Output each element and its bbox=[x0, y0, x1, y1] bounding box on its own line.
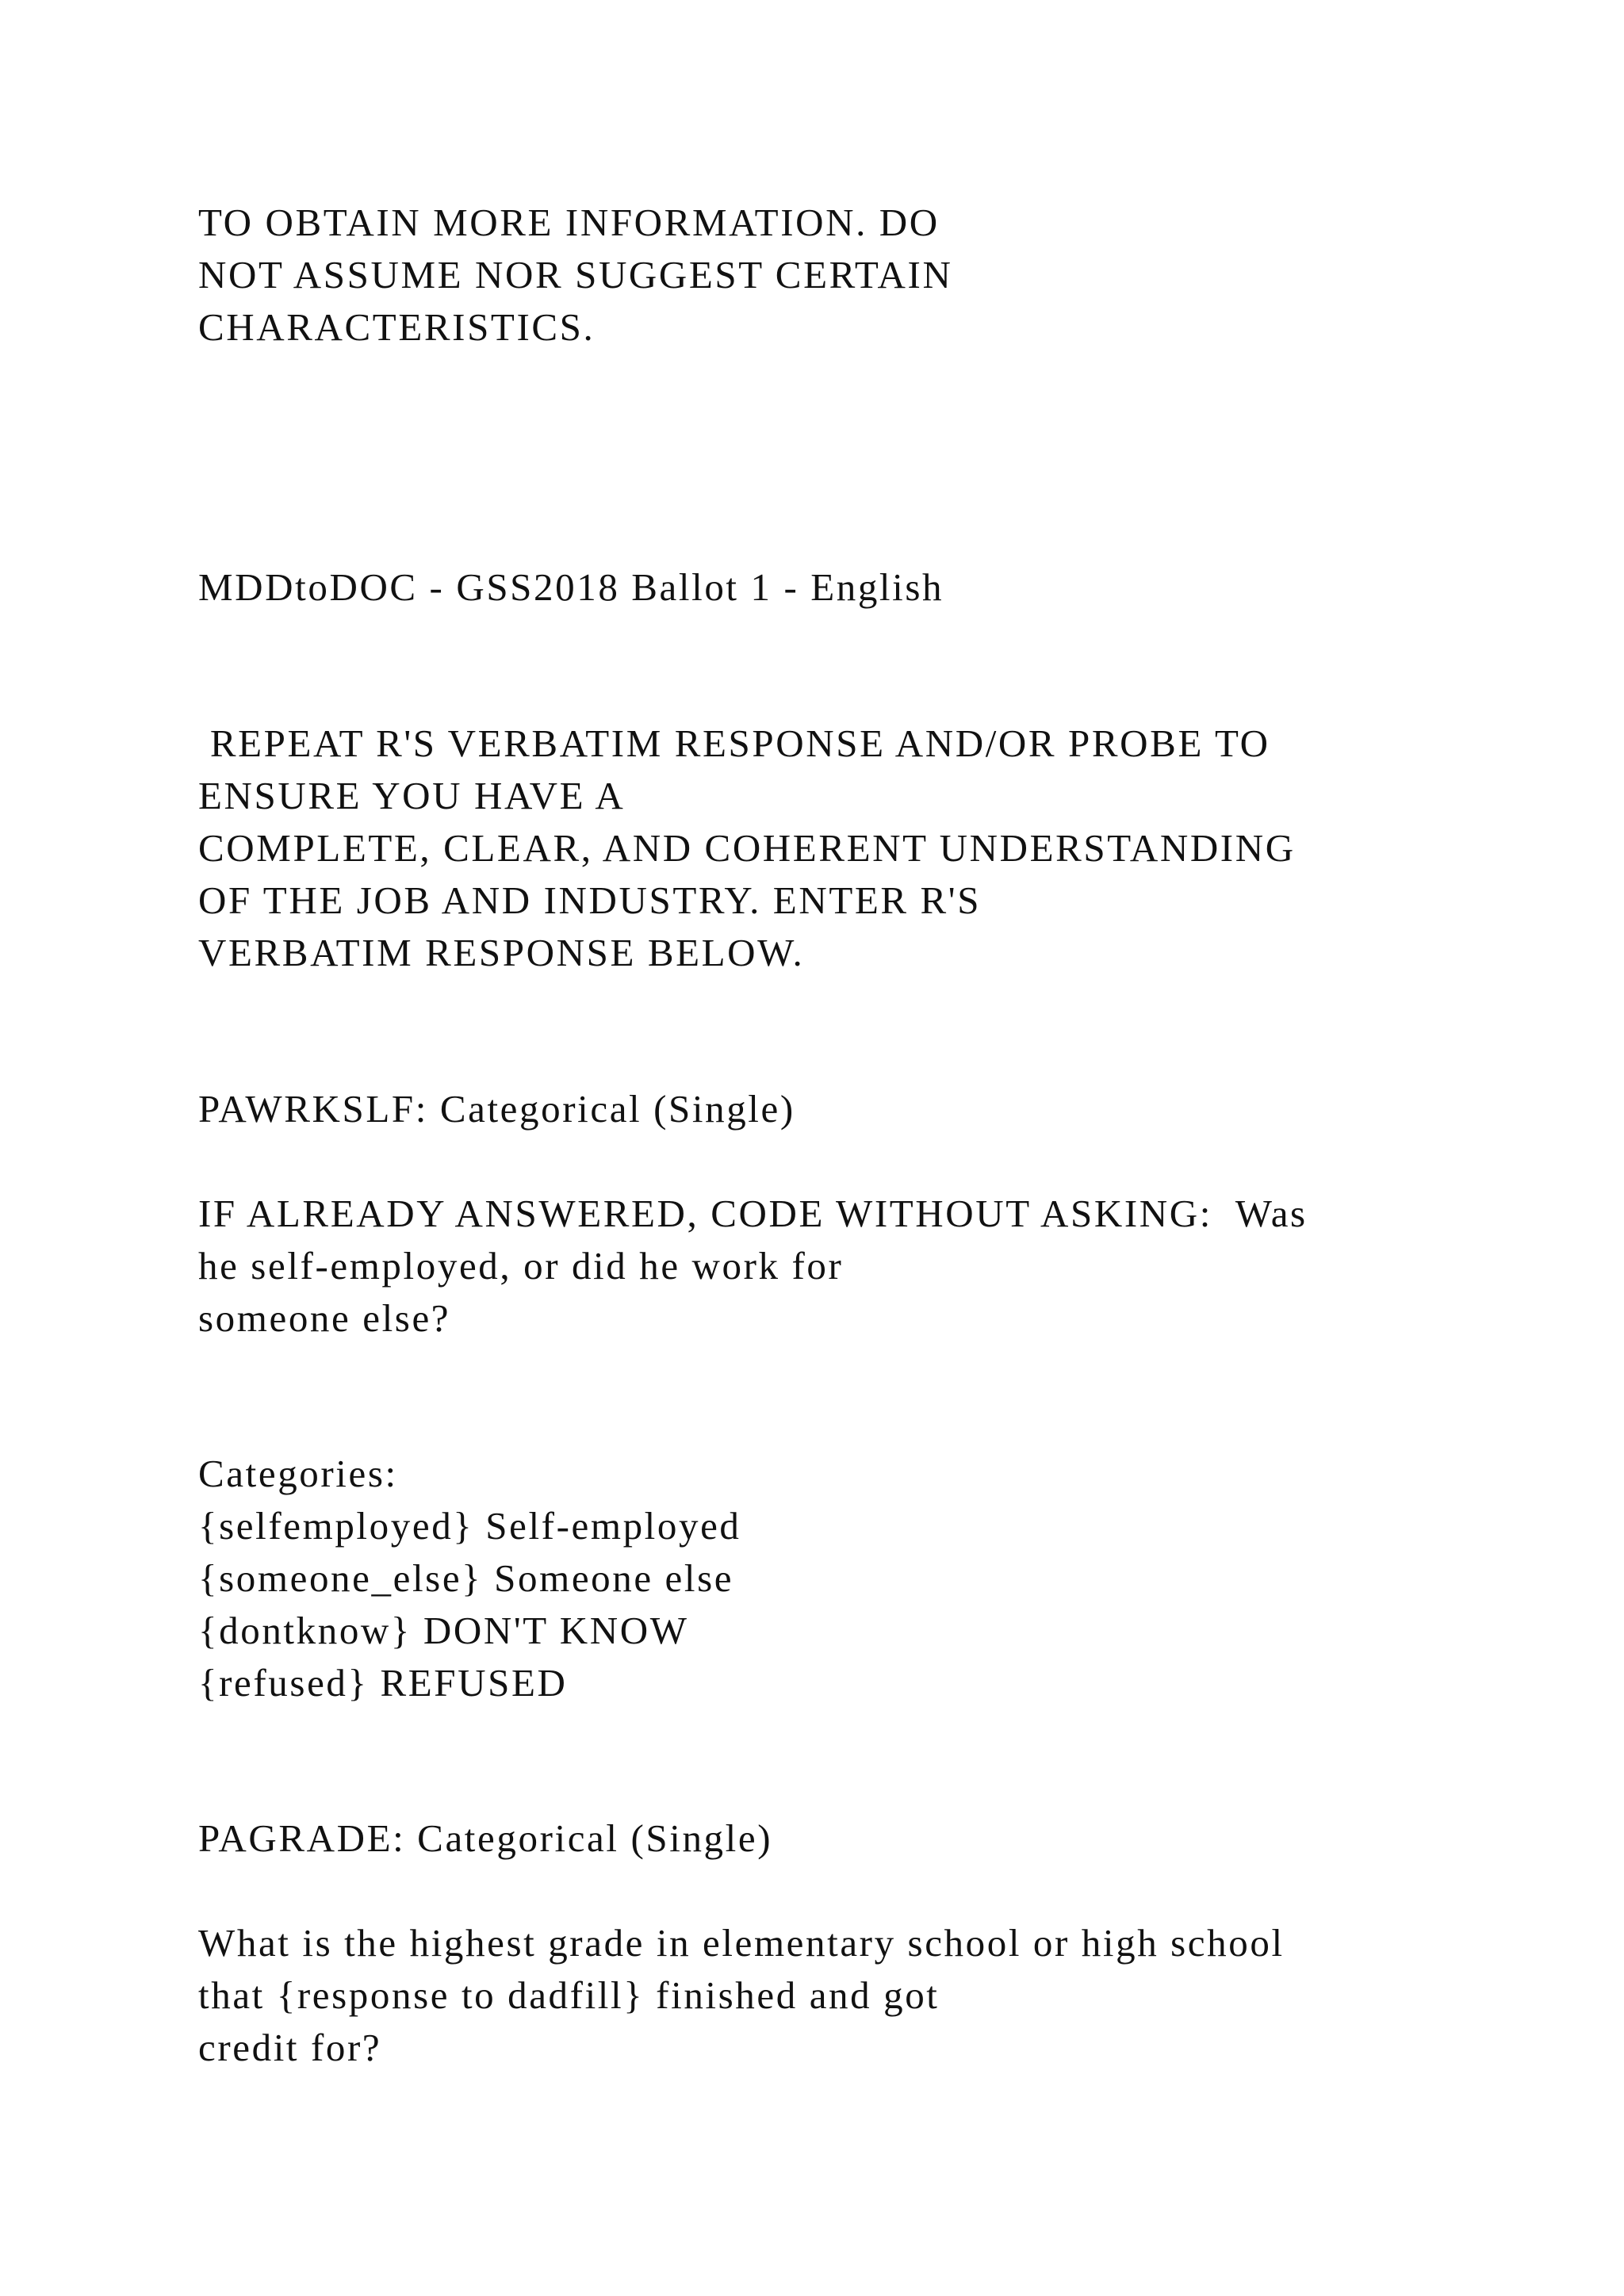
question-heading-pawrkslf: PAWRKSLF: Categorical (Single) bbox=[198, 1087, 795, 1131]
question-text-line: credit for? bbox=[198, 2026, 382, 2069]
repeat-instruction-line: COMPLETE, CLEAR, AND COHERENT UNDERSTANDING bbox=[198, 826, 1296, 870]
category-item: {selfemployed} Self-employed bbox=[198, 1504, 741, 1548]
repeat-instruction-line: REPEAT R'S VERBATIM RESPONSE AND/OR PROBE TO bbox=[198, 721, 1270, 765]
question-text-line: he self-employed, or did he work for bbox=[198, 1244, 844, 1288]
repeat-instruction-line: OF THE JOB AND INDUSTRY. ENTER R'S bbox=[198, 878, 982, 922]
intro-instruction-line: TO OBTAIN MORE INFORMATION. DO bbox=[198, 201, 940, 244]
category-item: {dontknow} DON'T KNOW bbox=[198, 1609, 689, 1652]
intro-instruction-line: CHARACTERISTICS. bbox=[198, 305, 596, 349]
categories-label: Categories: bbox=[198, 1452, 398, 1495]
category-item: {someone_else} Someone else bbox=[198, 1556, 734, 1600]
question-text-line: that {response to dadfill} finished and got bbox=[198, 1973, 940, 2017]
question-text-line: IF ALREADY ANSWERED, CODE WITHOUT ASKING: Was bbox=[198, 1192, 1308, 1235]
question-text-line: What is the highest grade in elementary school or high school bbox=[198, 1921, 1285, 1965]
question-heading-pagrade: PAGRADE: Categorical (Single) bbox=[198, 1816, 773, 1860]
repeat-instruction-line: VERBATIM RESPONSE BELOW. bbox=[198, 931, 805, 974]
document-header: MDDtoDOC - GSS2018 Ballot 1 - English bbox=[198, 565, 944, 609]
repeat-instruction-line: ENSURE YOU HAVE A bbox=[198, 774, 626, 817]
category-item: {refused} REFUSED bbox=[198, 1661, 568, 1705]
question-text-line: someone else? bbox=[198, 1296, 451, 1340]
intro-instruction-line: NOT ASSUME NOR SUGGEST CERTAIN bbox=[198, 253, 953, 297]
